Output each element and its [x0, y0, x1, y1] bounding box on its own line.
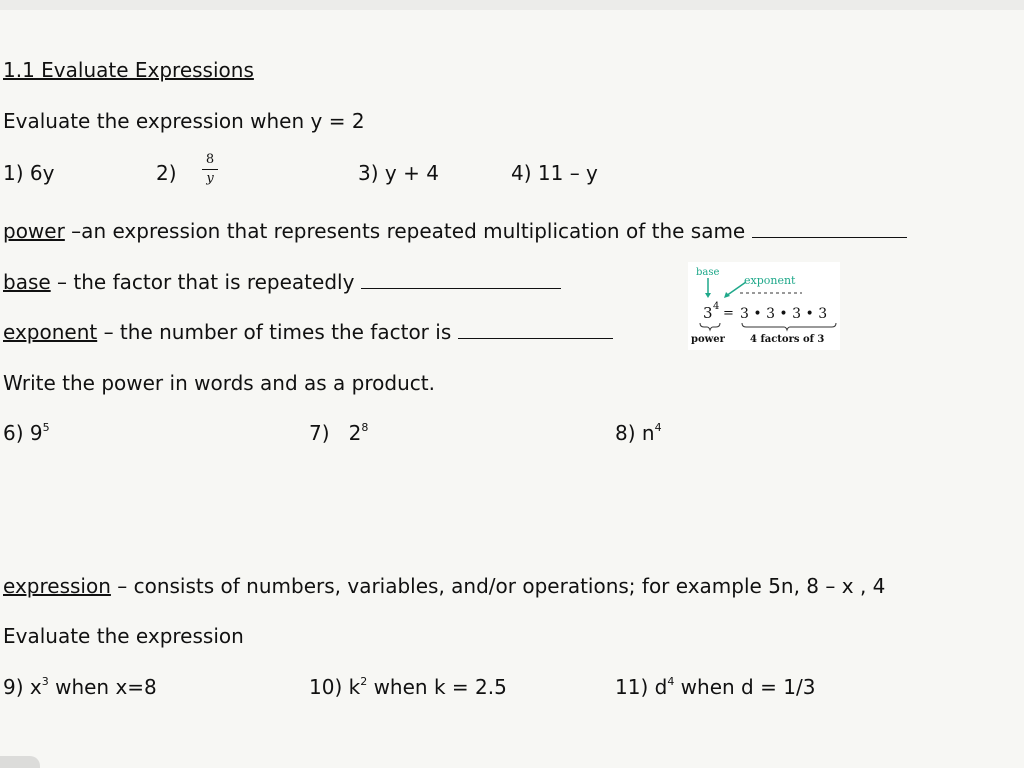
problem-number: 3): [358, 161, 379, 185]
definition-exponent: [3, 320, 613, 344]
instruction-evaluate: Evaluate the expression: [3, 624, 244, 648]
problem-number: 2): [156, 161, 177, 185]
fill-in-blank: [361, 272, 561, 289]
problem-number: 4): [511, 161, 532, 185]
problem-condition: when d = 1/3: [674, 675, 816, 699]
term-base: base: [3, 270, 51, 294]
power-exponent: 2: [360, 675, 368, 688]
problem-3: [358, 161, 439, 185]
problem-expression: 11 – y: [537, 161, 598, 185]
problem-2: [156, 161, 177, 185]
power-exponent: 5: [42, 421, 50, 434]
power-base: k: [348, 675, 361, 699]
problem-number: 10): [309, 675, 343, 699]
fraction-numerator: 8: [205, 152, 215, 167]
fill-in-blank: [458, 322, 613, 339]
base-arrow-head: [705, 293, 711, 298]
power-base: x: [29, 675, 42, 699]
power-brace: [700, 323, 720, 330]
exponent-arrow: [726, 282, 746, 296]
problem-condition: when x=8: [48, 675, 157, 699]
problem-number: 11): [615, 675, 649, 699]
definition-base: [3, 270, 561, 294]
product-expansion: 3 • 3 • 3 • 3: [740, 306, 828, 322]
equals-sign: =: [723, 306, 734, 321]
definition-text: – the number of times the factor is: [97, 320, 458, 344]
power-exponent: 3: [41, 675, 49, 688]
power-diagram: [688, 262, 840, 350]
page-title: 1.1 Evaluate Expressions: [3, 58, 254, 82]
power-base: 2: [348, 421, 362, 445]
definition-text: –an expression that represents repeated multiplication of the same: [64, 219, 752, 243]
definition-text: – consists of numbers, variables, and/or operations; for example 5n, 8 – x , 4: [110, 574, 886, 598]
factors-brace: [742, 323, 836, 330]
power-base: 3: [703, 304, 713, 322]
problem-4: [511, 161, 598, 185]
power-base: 9: [29, 421, 43, 445]
problem-1: [3, 161, 54, 185]
power-exponent: 4: [667, 675, 675, 688]
power-label: power: [691, 334, 725, 345]
power-diagram-figure: [688, 262, 840, 350]
fill-in-blank: [752, 221, 907, 238]
power-base: d: [654, 675, 668, 699]
exponent-arrow-head: [724, 292, 730, 298]
problem-expression: 6y: [29, 161, 55, 185]
fraction-bar: [202, 169, 218, 170]
term-power: power: [3, 219, 65, 243]
power-base: n: [641, 421, 655, 445]
power-exponent: 4: [713, 301, 720, 312]
definition-power: [3, 219, 907, 243]
term-expression: expression: [3, 574, 111, 598]
problem-number: 8): [615, 421, 636, 445]
corner-tab: [0, 756, 40, 768]
top-bar: [0, 0, 1024, 10]
exponent-label: exponent: [744, 274, 796, 287]
problem-7: [309, 421, 368, 445]
problem-6: [3, 421, 50, 445]
problem-11: [615, 675, 815, 699]
problem-number: 1): [3, 161, 24, 185]
problem-2-fraction: [202, 152, 218, 187]
instruction-evaluate-y: Evaluate the expression when y = 2: [3, 109, 365, 133]
problem-number: 9): [3, 675, 24, 699]
instruction-power-words: Write the power in words and as a product.: [3, 371, 435, 395]
problem-8: [615, 421, 662, 445]
problem-number: 7): [309, 421, 330, 445]
factors-label: 4 factors of 3: [750, 334, 825, 345]
definition-text: – the factor that is repeatedly: [50, 270, 361, 294]
term-exponent: exponent: [3, 320, 98, 344]
definition-expression: [3, 574, 885, 598]
power-exponent: 8: [361, 421, 369, 434]
base-label: base: [696, 267, 720, 278]
power-exponent: 4: [654, 421, 662, 434]
problem-10: [309, 675, 507, 699]
problem-condition: when k = 2.5: [367, 675, 507, 699]
problem-number: 6): [3, 421, 24, 445]
problem-9: [3, 675, 157, 699]
problem-expression: y + 4: [384, 161, 439, 185]
fraction-denominator: y: [206, 171, 214, 186]
